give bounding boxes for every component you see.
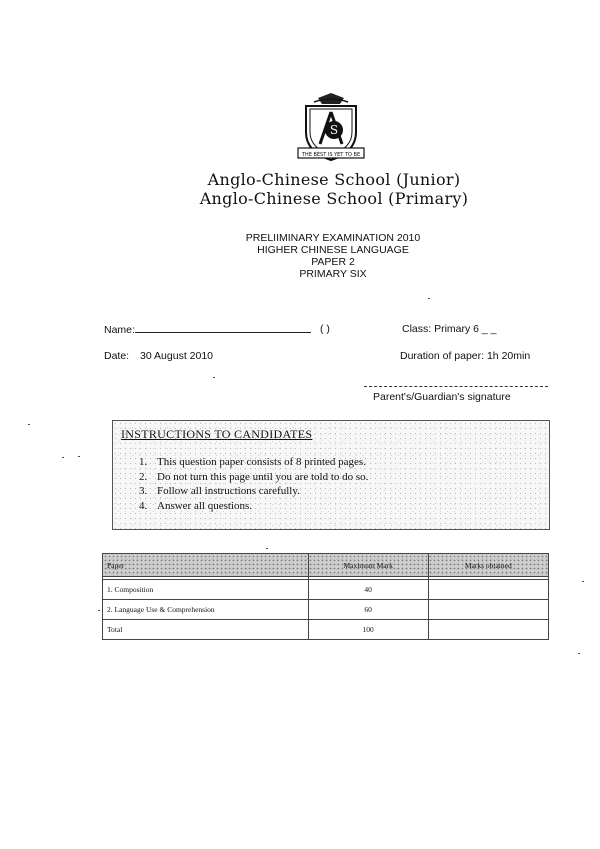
scan-speck	[78, 456, 80, 457]
scan-speck	[428, 298, 430, 299]
row-marks-obtained[interactable]	[428, 600, 548, 620]
row-marks-obtained[interactable]	[428, 580, 548, 600]
scan-speck	[578, 653, 580, 654]
exam-subject: HIGHER CHINESE LANGUAGE	[257, 244, 409, 256]
column-header-maximum-mark: Maximum Mark	[308, 554, 428, 577]
name-field[interactable]	[104, 323, 311, 336]
school-crest-icon	[296, 92, 366, 164]
exam-title: PRELIIMINARY EXAMINATION 2010	[245, 232, 421, 244]
instructions-box	[112, 420, 550, 530]
row-marks-obtained[interactable]	[428, 620, 548, 640]
scan-speck	[213, 377, 215, 378]
scan-speck	[582, 581, 584, 582]
instruction-item: 4. Answer all questions.	[139, 499, 253, 512]
column-header-paper: Paper	[103, 554, 309, 577]
signature-line[interactable]	[364, 386, 548, 387]
svg-text:S: S	[329, 123, 339, 137]
row-paper: 1. Composition	[103, 580, 309, 600]
school-name-junior: Anglo-Chinese School (Junior)	[207, 170, 461, 189]
date-field	[104, 350, 213, 362]
marks-table	[102, 553, 549, 640]
class-field[interactable]: Class: Primary 6 _ _	[402, 323, 497, 335]
column-header-marks-obtained: Marks obtained	[428, 554, 548, 577]
row-paper: 2. Language Use & Comprehension	[103, 600, 309, 620]
table-row	[103, 620, 549, 640]
duration-field: Duration of paper: 1h 20min	[400, 350, 531, 362]
row-paper: Total	[103, 620, 309, 640]
date-value: 30 August 2010	[140, 350, 214, 362]
table-row	[103, 600, 549, 620]
scan-speck	[62, 457, 64, 458]
register-number-field[interactable]: ( )	[320, 323, 330, 335]
signature-label: Parent's/Guardian's signature	[373, 391, 511, 403]
row-max-mark: 40	[308, 580, 428, 600]
row-max-mark: 60	[308, 600, 428, 620]
name-label: Name:	[104, 324, 135, 336]
svg-text:THE BEST IS YET TO BE: THE BEST IS YET TO BE	[301, 152, 361, 158]
instructions-title: INSTRUCTIONS TO CANDIDATES	[121, 427, 313, 441]
scan-speck	[98, 610, 100, 611]
instruction-item: 3. Follow all instructions carefully.	[139, 485, 300, 497]
school-name-primary: Anglo-Chinese School (Primary)	[199, 189, 469, 208]
instruction-item: 1. This question paper consists of 8 printed pages.	[139, 456, 366, 468]
name-line[interactable]	[135, 323, 311, 333]
row-max-mark: 100	[308, 620, 428, 640]
scan-speck	[266, 548, 268, 549]
date-label: Date:	[104, 350, 130, 362]
exam-level: PRIMARY SIX	[299, 268, 367, 280]
instructions-list	[139, 455, 368, 513]
exam-paper: PAPER 2	[311, 256, 355, 268]
table-row	[103, 580, 549, 600]
instruction-item: 2. Do not turn this page until you are told to do so.	[139, 470, 369, 483]
scan-speck	[28, 424, 30, 425]
